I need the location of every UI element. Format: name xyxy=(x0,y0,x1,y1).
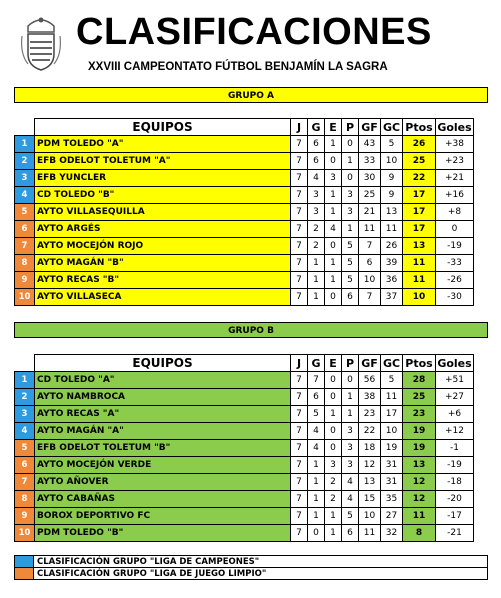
stat-cell-e: 2 xyxy=(325,491,342,508)
stat-cell-gf: 30 xyxy=(359,170,381,187)
points-cell: 28 xyxy=(403,372,436,389)
stat-cell-g: 3 xyxy=(308,187,325,204)
points-cell: 12 xyxy=(403,491,436,508)
points-cell: 11 xyxy=(403,272,436,289)
legend-item-fairplay xyxy=(15,568,488,580)
team-name-cell: PDM TOLEDO "B" xyxy=(35,525,291,542)
stat-cell-gc: 5 xyxy=(381,372,403,389)
stat-cell-e: 0 xyxy=(325,238,342,255)
stat-cell-j: 7 xyxy=(291,255,308,272)
stat-cell-e: 2 xyxy=(325,474,342,491)
stat-cell-gf: 25 xyxy=(359,187,381,204)
stat-cell-p: 1 xyxy=(342,406,359,423)
stat-cell-gc: 37 xyxy=(381,289,403,306)
stat-cell-gf: 12 xyxy=(359,457,381,474)
stat-cell-gc: 9 xyxy=(381,170,403,187)
stat-cell-e: 0 xyxy=(325,153,342,170)
team-name-cell: EFB ODELOT TOLETUM "B" xyxy=(35,440,291,457)
team-name-cell: AYTO NAMBROCA xyxy=(35,389,291,406)
team-name-cell: AYTO VILLASECA xyxy=(35,289,291,306)
position-cell: 6 xyxy=(15,221,35,238)
stat-cell-gc: 26 xyxy=(381,238,403,255)
table-row xyxy=(15,289,474,306)
table-row xyxy=(15,255,474,272)
stat-cell-p: 5 xyxy=(342,238,359,255)
stat-cell-gf: 23 xyxy=(359,406,381,423)
stat-cell-e: 1 xyxy=(325,508,342,525)
page-title: CLASIFICACIONES xyxy=(76,11,432,53)
position-cell: 9 xyxy=(15,272,35,289)
goal-diff-cell: -1 xyxy=(436,440,474,457)
stat-cell-p: 3 xyxy=(342,423,359,440)
stat-cell-j: 7 xyxy=(291,170,308,187)
goal-diff-cell: -30 xyxy=(436,289,474,306)
team-name-cell: AYTO MAGÁN "B" xyxy=(35,255,291,272)
col-gf: GF xyxy=(359,355,381,372)
stat-cell-g: 0 xyxy=(308,525,325,542)
pos-header xyxy=(15,119,35,136)
legend-swatch-champions xyxy=(15,556,34,568)
stat-cell-j: 7 xyxy=(291,525,308,542)
stat-cell-j: 7 xyxy=(291,440,308,457)
col-j: J xyxy=(291,119,308,136)
stat-cell-p: 3 xyxy=(342,187,359,204)
table-row xyxy=(15,474,474,491)
goal-diff-cell: -33 xyxy=(436,255,474,272)
points-cell: 17 xyxy=(403,221,436,238)
team-name-cell: EFB YUNCLER xyxy=(35,170,291,187)
col-e: E xyxy=(325,119,342,136)
stat-cell-gc: 11 xyxy=(381,221,403,238)
standings-table-group-a xyxy=(14,118,474,306)
stat-cell-gf: 10 xyxy=(359,508,381,525)
stat-cell-gf: 15 xyxy=(359,491,381,508)
stat-cell-j: 7 xyxy=(291,153,308,170)
team-name-cell: EFB ODELOT TOLETUM "A" xyxy=(35,153,291,170)
stat-cell-p: 4 xyxy=(342,474,359,491)
col-goles: Goles xyxy=(437,356,472,370)
stat-cell-gc: 32 xyxy=(381,525,403,542)
stat-cell-j: 7 xyxy=(291,508,308,525)
points-cell: 19 xyxy=(403,440,436,457)
stat-cell-gc: 27 xyxy=(381,508,403,525)
position-cell: 1 xyxy=(15,372,35,389)
stat-cell-gf: 38 xyxy=(359,389,381,406)
stat-cell-gc: 9 xyxy=(381,187,403,204)
team-name-cell: AYTO VILLASEQUILLA xyxy=(35,204,291,221)
stat-cell-e: 1 xyxy=(325,272,342,289)
table-row xyxy=(15,136,474,153)
stat-cell-e: 1 xyxy=(325,187,342,204)
stat-cell-j: 7 xyxy=(291,372,308,389)
stat-cell-gc: 10 xyxy=(381,423,403,440)
stat-cell-gf: 18 xyxy=(359,440,381,457)
goal-diff-cell: +51 xyxy=(436,372,474,389)
col-equipos: EQUIPOS xyxy=(35,119,291,136)
goal-diff-cell: +23 xyxy=(436,153,474,170)
col-ptos: Ptos xyxy=(403,355,436,372)
col-j: J xyxy=(291,355,308,372)
group-a-header: GRUPO A xyxy=(14,87,488,103)
crest-logo-icon xyxy=(20,14,62,74)
table-row xyxy=(15,204,474,221)
stat-cell-g: 5 xyxy=(308,406,325,423)
position-cell: 5 xyxy=(15,204,35,221)
stat-cell-gf: 43 xyxy=(359,136,381,153)
stat-cell-gf: 11 xyxy=(359,525,381,542)
stat-cell-e: 3 xyxy=(325,457,342,474)
points-cell: 13 xyxy=(403,457,436,474)
stat-cell-e: 0 xyxy=(325,423,342,440)
points-cell: 25 xyxy=(403,153,436,170)
stat-cell-gf: 10 xyxy=(359,272,381,289)
stat-cell-gf: 22 xyxy=(359,423,381,440)
stat-cell-j: 7 xyxy=(291,423,308,440)
stat-cell-gf: 56 xyxy=(359,372,381,389)
points-cell: 25 xyxy=(403,389,436,406)
col-e: E xyxy=(325,355,342,372)
stat-cell-g: 6 xyxy=(308,153,325,170)
legend-label-fairplay: CLASIFICACIÓN GRUPO "LIGA DE JUEGO LIMPIO" xyxy=(34,568,488,580)
stat-cell-j: 7 xyxy=(291,187,308,204)
stat-cell-gf: 7 xyxy=(359,238,381,255)
goal-diff-cell: +16 xyxy=(436,187,474,204)
stat-cell-j: 7 xyxy=(291,457,308,474)
stat-cell-j: 7 xyxy=(291,289,308,306)
points-cell: 8 xyxy=(403,525,436,542)
points-cell: 10 xyxy=(403,289,436,306)
stat-cell-g: 4 xyxy=(308,170,325,187)
stat-cell-g: 1 xyxy=(308,272,325,289)
col-p: P xyxy=(342,355,359,372)
team-name-cell: AYTO ARGÉS xyxy=(35,221,291,238)
stat-cell-gc: 5 xyxy=(381,136,403,153)
points-cell: 19 xyxy=(403,423,436,440)
table-row xyxy=(15,457,474,474)
points-cell: 13 xyxy=(403,238,436,255)
team-name-cell: PDM TOLEDO "A" xyxy=(35,136,291,153)
stat-cell-g: 1 xyxy=(308,289,325,306)
stat-cell-p: 1 xyxy=(342,153,359,170)
stat-cell-j: 7 xyxy=(291,136,308,153)
stat-cell-p: 1 xyxy=(342,221,359,238)
stat-cell-j: 7 xyxy=(291,204,308,221)
stat-cell-gc: 35 xyxy=(381,491,403,508)
team-name-cell: AYTO RECAS "B" xyxy=(35,272,291,289)
position-cell: 8 xyxy=(15,255,35,272)
team-name-cell: AYTO MOCEJÓN VERDE xyxy=(35,457,291,474)
col-g: G xyxy=(308,355,325,372)
goal-diff-cell: +38 xyxy=(436,136,474,153)
stat-cell-e: 1 xyxy=(325,406,342,423)
table-row xyxy=(15,423,474,440)
stat-cell-p: 3 xyxy=(342,204,359,221)
table-row xyxy=(15,238,474,255)
stat-cell-p: 3 xyxy=(342,457,359,474)
position-cell: 8 xyxy=(15,491,35,508)
position-cell: 2 xyxy=(15,153,35,170)
stat-cell-gc: 31 xyxy=(381,474,403,491)
goal-diff-cell: +8 xyxy=(436,204,474,221)
position-cell: 5 xyxy=(15,440,35,457)
goal-diff-cell: -19 xyxy=(436,457,474,474)
points-cell: 12 xyxy=(403,474,436,491)
stat-cell-e: 3 xyxy=(325,170,342,187)
position-cell: 7 xyxy=(15,474,35,491)
legend-swatch-fairplay xyxy=(15,568,34,580)
stat-cell-p: 4 xyxy=(342,491,359,508)
goal-diff-cell: -18 xyxy=(436,474,474,491)
stat-cell-g: 2 xyxy=(308,238,325,255)
stat-cell-gf: 21 xyxy=(359,204,381,221)
stat-cell-e: 1 xyxy=(325,525,342,542)
col-equipos: EQUIPOS xyxy=(35,355,291,372)
stat-cell-p: 0 xyxy=(342,170,359,187)
points-cell: 26 xyxy=(403,136,436,153)
stat-cell-g: 3 xyxy=(308,204,325,221)
stat-cell-gf: 11 xyxy=(359,221,381,238)
stat-cell-e: 1 xyxy=(325,136,342,153)
position-cell: 7 xyxy=(15,238,35,255)
stat-cell-p: 1 xyxy=(342,389,359,406)
legend xyxy=(14,555,488,580)
stat-cell-p: 5 xyxy=(342,272,359,289)
stat-cell-g: 1 xyxy=(308,255,325,272)
col-goles: Goles xyxy=(437,120,472,134)
stat-cell-j: 7 xyxy=(291,221,308,238)
stat-cell-gf: 13 xyxy=(359,474,381,491)
col-gc: GC xyxy=(381,119,403,136)
table-row xyxy=(15,525,474,542)
stat-cell-gc: 13 xyxy=(381,204,403,221)
goal-diff-cell: -21 xyxy=(436,525,474,542)
table-row xyxy=(15,440,474,457)
team-name-cell: BOROX DEPORTIVO FC xyxy=(35,508,291,525)
stat-cell-p: 6 xyxy=(342,289,359,306)
points-cell: 23 xyxy=(403,406,436,423)
goal-diff-cell: 0 xyxy=(436,221,474,238)
stat-cell-p: 5 xyxy=(342,255,359,272)
stat-cell-j: 7 xyxy=(291,406,308,423)
table-row xyxy=(15,170,474,187)
stat-cell-gc: 10 xyxy=(381,153,403,170)
stat-cell-p: 0 xyxy=(342,136,359,153)
stat-cell-e: 0 xyxy=(325,372,342,389)
stat-cell-p: 3 xyxy=(342,440,359,457)
col-ptos: Ptos xyxy=(403,119,436,136)
stat-cell-gf: 7 xyxy=(359,289,381,306)
table-row xyxy=(15,272,474,289)
stat-cell-e: 4 xyxy=(325,221,342,238)
stat-cell-g: 4 xyxy=(308,440,325,457)
position-cell: 9 xyxy=(15,508,35,525)
stat-cell-j: 7 xyxy=(291,389,308,406)
stat-cell-g: 4 xyxy=(308,423,325,440)
team-name-cell: AYTO MAGÁN "A" xyxy=(35,423,291,440)
position-cell: 4 xyxy=(15,187,35,204)
stat-cell-p: 6 xyxy=(342,525,359,542)
stat-cell-e: 0 xyxy=(325,440,342,457)
stat-cell-j: 7 xyxy=(291,272,308,289)
team-name-cell: AYTO AÑOVER xyxy=(35,474,291,491)
table-header-row xyxy=(15,119,474,136)
stat-cell-gc: 11 xyxy=(381,389,403,406)
stat-cell-e: 0 xyxy=(325,289,342,306)
stat-cell-j: 7 xyxy=(291,491,308,508)
goal-diff-cell: -19 xyxy=(436,238,474,255)
table-row xyxy=(15,187,474,204)
team-name-cell: AYTO RECAS "A" xyxy=(35,406,291,423)
stat-cell-gf: 6 xyxy=(359,255,381,272)
stat-cell-g: 2 xyxy=(308,221,325,238)
standings-table-group-b xyxy=(14,354,474,542)
goal-diff-cell: +6 xyxy=(436,406,474,423)
goal-diff-cell: +27 xyxy=(436,389,474,406)
stat-cell-j: 7 xyxy=(291,474,308,491)
legend-item-champions xyxy=(15,556,488,568)
stat-cell-g: 1 xyxy=(308,491,325,508)
table-row xyxy=(15,389,474,406)
stat-cell-e: 1 xyxy=(325,255,342,272)
stat-cell-j: 7 xyxy=(291,238,308,255)
points-cell: 22 xyxy=(403,170,436,187)
stat-cell-g: 6 xyxy=(308,389,325,406)
table-row xyxy=(15,372,474,389)
position-cell: 1 xyxy=(15,136,35,153)
stat-cell-g: 1 xyxy=(308,508,325,525)
stat-cell-gc: 19 xyxy=(381,440,403,457)
group-b-header: GRUPO B xyxy=(14,322,488,338)
stat-cell-g: 7 xyxy=(308,372,325,389)
page-subtitle: XXVIII CAMPEONTATO FÚTBOL BENJAMÍN LA SAGRA xyxy=(88,61,388,73)
stat-cell-gc: 31 xyxy=(381,457,403,474)
position-cell: 10 xyxy=(15,289,35,306)
table-row xyxy=(15,153,474,170)
table-row xyxy=(15,406,474,423)
col-gc: GC xyxy=(381,355,403,372)
team-name-cell: AYTO CABAÑAS xyxy=(35,491,291,508)
points-cell: 11 xyxy=(403,255,436,272)
team-name-cell: CD TOLEDO "A" xyxy=(35,372,291,389)
team-name-cell: AYTO MOCEJÓN ROJO xyxy=(35,238,291,255)
position-cell: 10 xyxy=(15,525,35,542)
stat-cell-gc: 36 xyxy=(381,272,403,289)
points-cell: 17 xyxy=(403,204,436,221)
goal-diff-cell: -26 xyxy=(436,272,474,289)
table-row xyxy=(15,221,474,238)
points-cell: 11 xyxy=(403,508,436,525)
legend-label-champions: CLASIFICACIÓN GRUPO "LIGA DE CAMPEONES" xyxy=(34,556,488,568)
col-gf: GF xyxy=(359,119,381,136)
goal-diff-cell: -20 xyxy=(436,491,474,508)
stat-cell-gc: 17 xyxy=(381,406,403,423)
position-cell: 3 xyxy=(15,406,35,423)
stat-cell-gc: 39 xyxy=(381,255,403,272)
stat-cell-e: 0 xyxy=(325,389,342,406)
goal-diff-cell: +21 xyxy=(436,170,474,187)
table-row xyxy=(15,508,474,525)
stat-cell-g: 6 xyxy=(308,136,325,153)
pos-header xyxy=(15,355,35,372)
points-cell: 17 xyxy=(403,187,436,204)
stat-cell-g: 1 xyxy=(308,457,325,474)
stat-cell-p: 5 xyxy=(342,508,359,525)
col-p: P xyxy=(342,119,359,136)
position-cell: 3 xyxy=(15,170,35,187)
col-g: G xyxy=(308,119,325,136)
position-cell: 4 xyxy=(15,423,35,440)
team-name-cell: CD TOLEDO "B" xyxy=(35,187,291,204)
table-header-row xyxy=(15,355,474,372)
table-row xyxy=(15,491,474,508)
stat-cell-g: 1 xyxy=(308,474,325,491)
position-cell: 6 xyxy=(15,457,35,474)
stat-cell-p: 0 xyxy=(342,372,359,389)
stat-cell-e: 1 xyxy=(325,204,342,221)
goal-diff-cell: -17 xyxy=(436,508,474,525)
position-cell: 2 xyxy=(15,389,35,406)
goal-diff-cell: +12 xyxy=(436,423,474,440)
stat-cell-gf: 33 xyxy=(359,153,381,170)
